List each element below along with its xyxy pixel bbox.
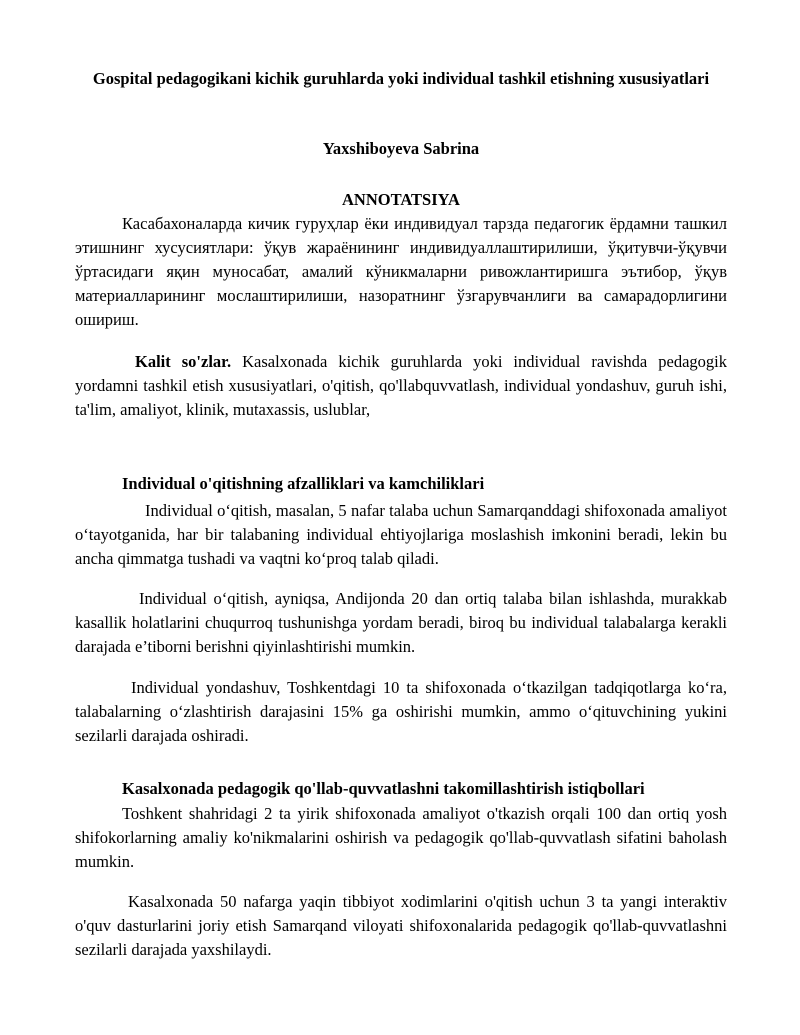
keywords-paragraph	[75, 350, 727, 422]
section1-paragraph-1: Individual o‘qitish, masalan, 5 nafar talaba uchun Samarqanddagi shifoxonada amaliyot o‘tayotganida, har bir talabaning individual ehtiyojlariga moslashish imkonini beradi, lekin bu ancha qimmatga tushadi va vaqtni ko‘proq talab qiladi.	[75, 501, 727, 568]
section1-paragraph-2: Individual o‘qitish, ayniqsa, Andijonda 20 dan ortiq talaba bilan ishlashda, murakkab kasallik holatlarini chuqurroq tushunishga yordam beradi, biroq bu individual talabalarga kerakli darajada e’tiborni berishni qiyinlashtirishi mumkin.	[75, 589, 727, 656]
author-name: Yaxshiboyeva Sabrina	[322, 139, 480, 158]
section1-heading: Individual o'qitishning afzalliklari va kamchiliklari	[122, 474, 485, 493]
section2-heading: Kasalxonada pedagogik qo'llab-quvvatlashni takomillashtirish istiqbollari	[122, 779, 645, 798]
section2-paragraph-1: Toshkent shahridagi 2 ta yirik shifoxonada amaliyot o'tkazish orqali 100 dan ortiq yosh shifokorlarning amaliy ko'nikmalarini oshirish va pedagogik qo'llab-quvvatlash sifatini baholash mumkin.	[75, 804, 727, 871]
section1-paragraph-3: Individual yondashuv, Toshkentdagi 10 ta shifoxonada o‘tkazilgan tadqiqotlarga ko‘ra, talabalarning o‘zlashtirish darajasini 15% ga oshirishi mumkin, ammo o‘qituvchining yukini sezilarli darajada oshiradi.	[75, 678, 727, 745]
keywords-label: Kalit so'zlar.	[135, 352, 232, 371]
section2-paragraph-2: Kasalxonada 50 nafarga yaqin tibbiyot xodimlarini o'qitish uchun 3 ta yangi interaktiv o'quv dasturlarini joriy etish Samarqand viloyati shifoxonalarida pedagogik qo'llab-quvvatlashni sezilarli darajada yaxshilaydi.	[75, 892, 727, 959]
keywords-text: Kasalxonada kichik guruhlarda yoki individual ravishda pedagogik yordamni tashkil etish xususiyatlari, o'qitish, qo'llabquvvatlash, individual yondashuv, guruh ishi, ta'lim, amaliyot, klinik, mutaxassis, uslublar,	[75, 352, 727, 419]
document-title: Gospital pedagogikani kichik guruhlarda yoki individual tashkil etishning xususiyatlari	[92, 69, 710, 88]
annotation-text: Касабахоналарда кичик гуруҳлар ёки индивидуал тарзда педагогик ёрдамни ташкил этишнинг хусусиятлари: ўқув жараёнининг индивидуаллаштирилиши, ўқитувчи-ўқувчи ўртасидаги яқин муносабат, амалий кўникмаларни ривожлантиришга эътибор, ўқув материалларининг мослаштирилиши, назоратнинг ўзгарувчанлиги ва самарадорлигини ошириш.	[75, 214, 727, 329]
annotation-heading: ANNOTATSIYA	[342, 190, 460, 209]
